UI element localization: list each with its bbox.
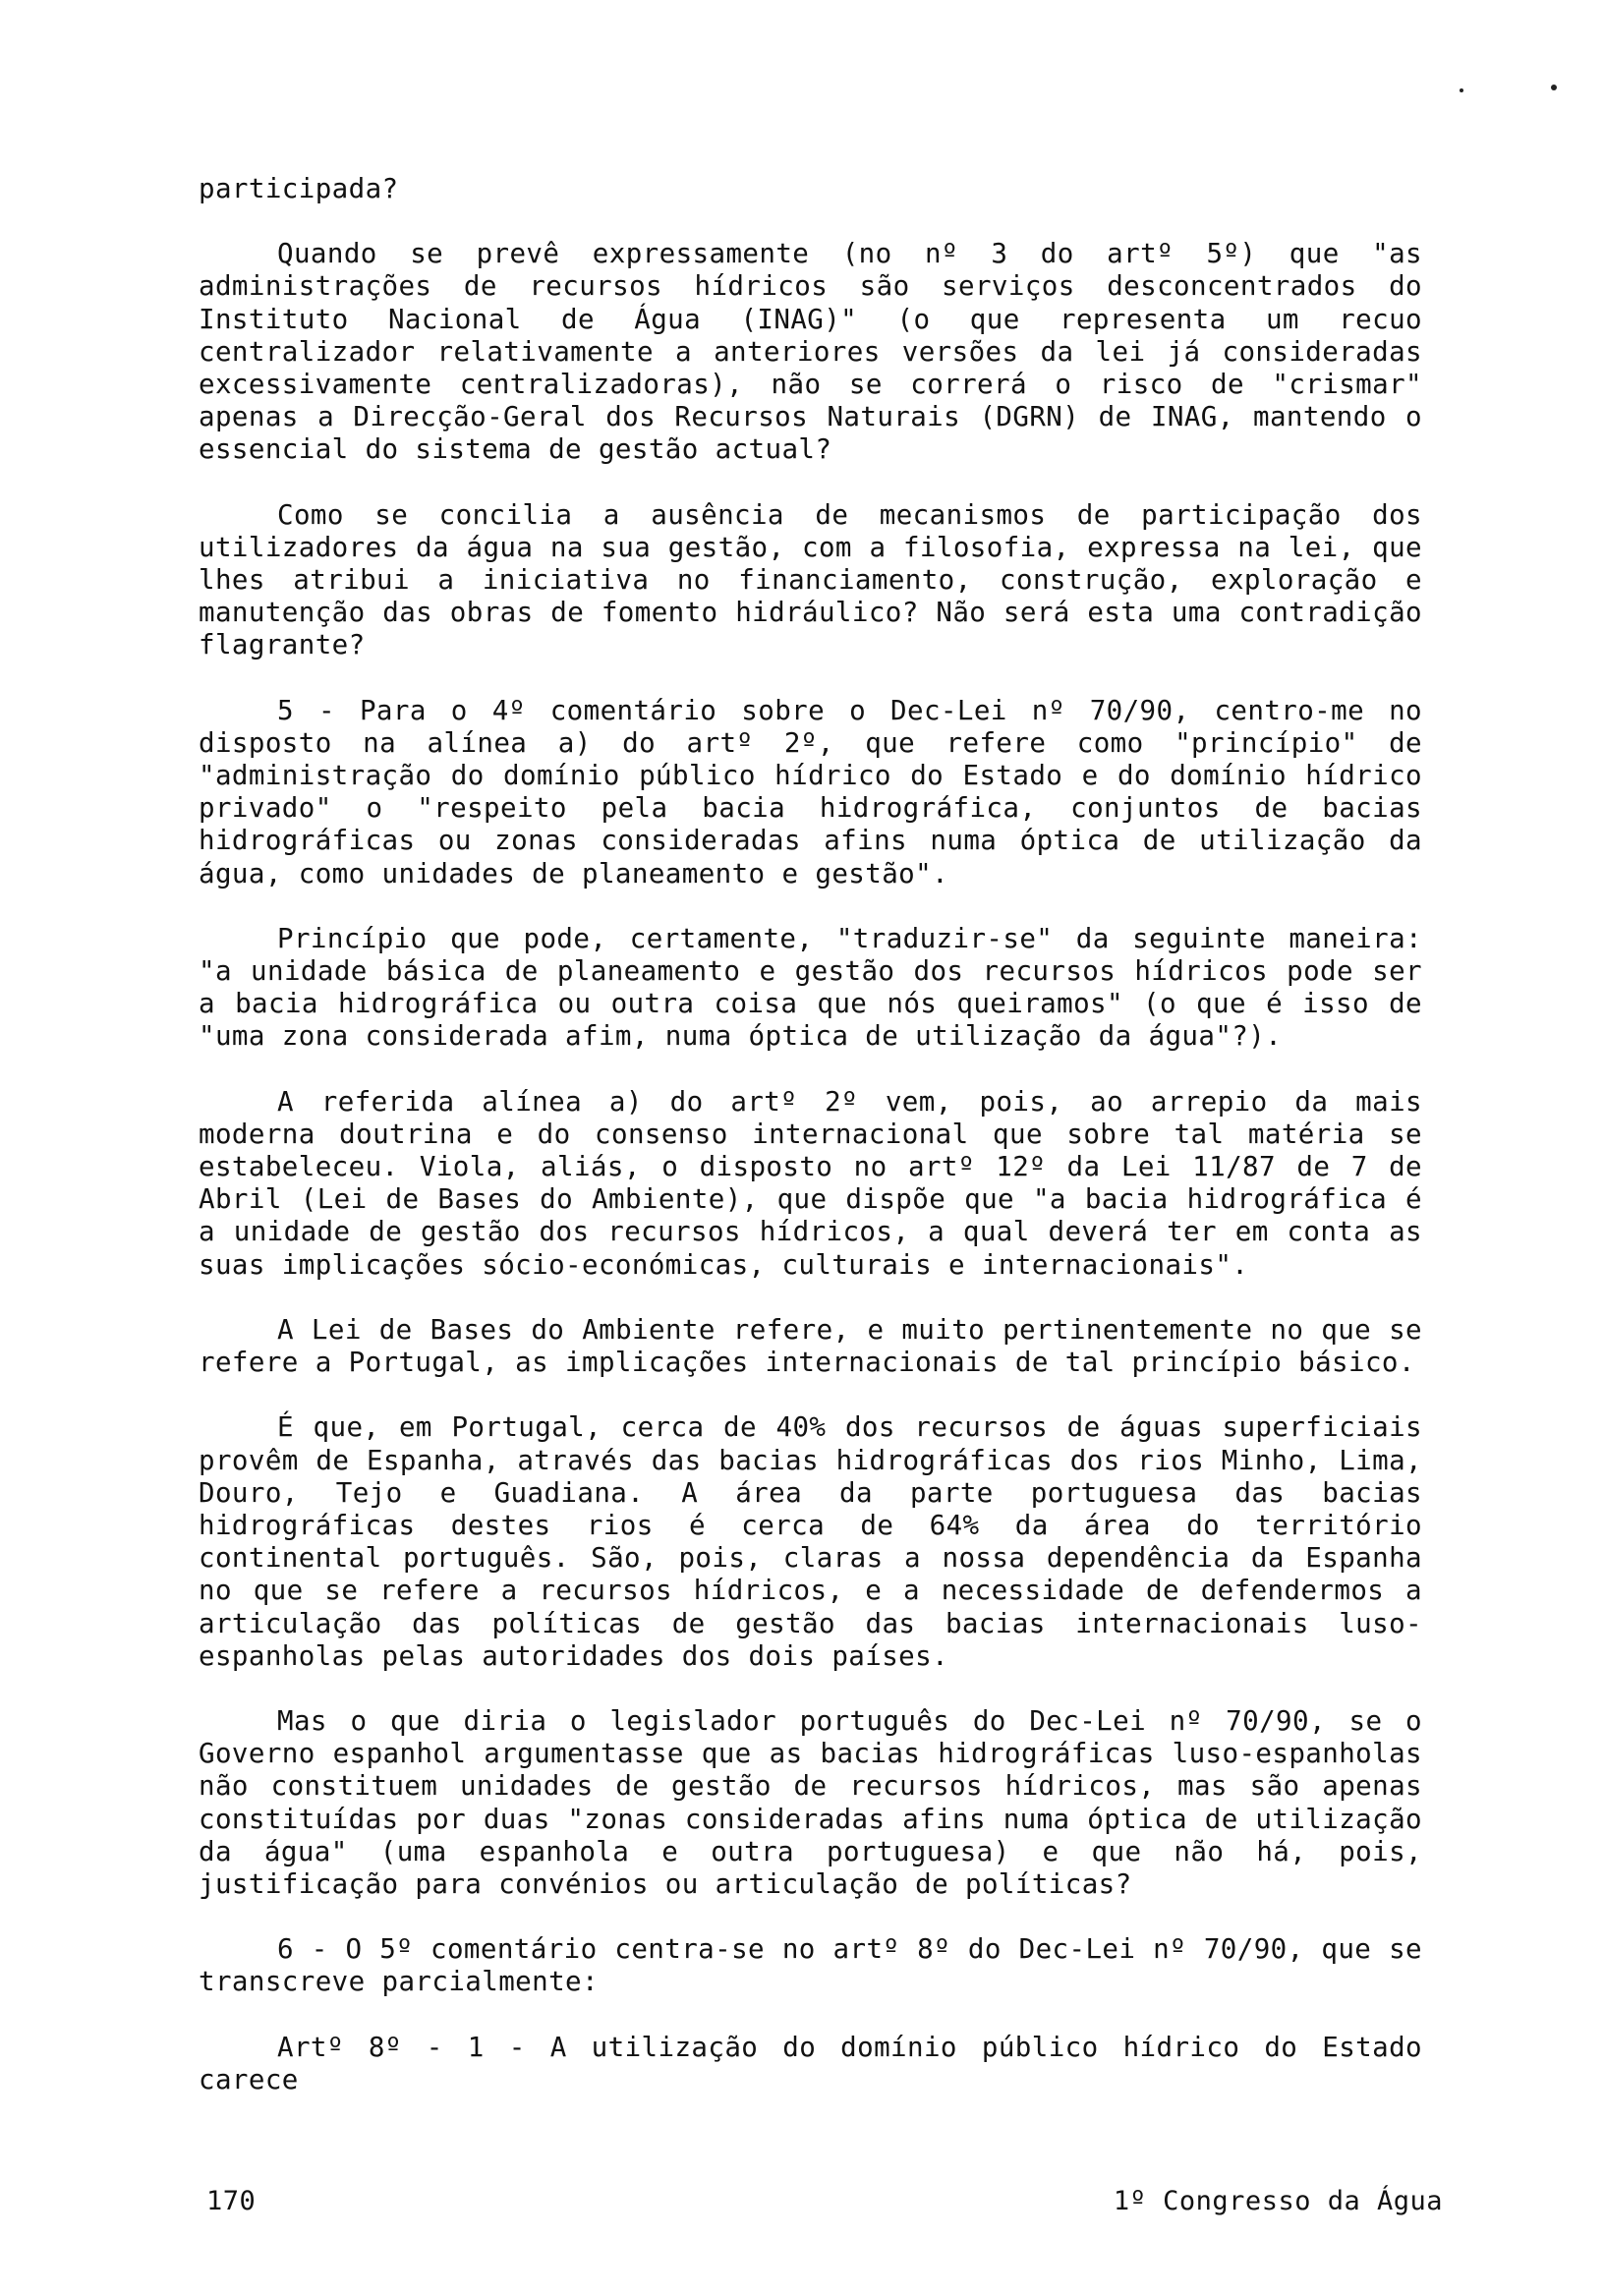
scan-speck xyxy=(1551,85,1557,90)
paragraph-1: Quando se prevê expressamente (no nº 3 do artº 5º) que "as administrações de recursos hídricos são serviços desconcentrados do Instituto Nacional de Água (INAG)" (o que representa um recuo centralizador relativamente a anteriores versões da lei já consideradas excessivamente centralizadoras), não se correrá o risco de "crismar" apenas a Direcção-Geral dos Recursos Naturais (DGRN) de INAG, mantendo o essencial do sistema de gestão actual? xyxy=(199,238,1422,466)
scan-speck xyxy=(1460,88,1463,92)
paragraph-5: A referida alínea a) do artº 2º vem, pois, ao arrepio da mais moderna doutrina e do consenso internacional que sobre tal matéria se estabeleceu. Viola, aliás, o disposto no artº 12º da Lei 11/87 de 7 de Abril (Lei de Bases do Ambiente), que dispõe que "a bacia hidrográfica é a unidade de gestão dos recursos hídricos, a qual deverá ter em conta as suas implicações sócio-económicas, culturais e internacionais". xyxy=(199,1085,1422,1281)
paragraph-0: participada? xyxy=(199,173,399,204)
document-body xyxy=(199,173,1422,2129)
paragraph-8: Mas o que diria o legislador português do Dec-Lei nº 70/90, se o Governo espanhol argumentasse que as bacias hidrográficas luso-espanholas não constituem unidades de gestão de recursos hídricos, mas são apenas constituídas por duas "zonas consideradas afins numa óptica de utilização da água" (uma espanhola e outra portuguesa) e que não há, pois, justificação para convénios ou articulação de políticas? xyxy=(199,1704,1422,1900)
paragraph-7: É que, em Portugal, cerca de 40% dos recursos de águas superficiais provêm de Espanha, através das bacias hidrográficas dos rios Minho, Lima, Douro, Tejo e Guadiana. A área da parte portuguesa das bacias hidrográficas destes rios é cerca de 64% da área do território continental português. São, pois, claras a nossa dependência da Espanha no que se refere a recursos hídricos, e a necessidade de defendermos a articulação das políticas de gestão das bacias internacionais luso-espanholas pelas autoridades dos dois países. xyxy=(199,1411,1422,1672)
paragraph-3: 5 - Para o 4º comentário sobre o Dec-Lei nº 70/90, centro-me no disposto na alínea a) do artº 2º, que refere como "princípio" de "administração do domínio público hídrico do Estado e do domínio hídrico privado" o "respeito pela bacia hidrográfica, conjuntos de bacias hidrográficas ou zonas consideradas afins numa óptica de utilização da água, como unidades de planeamento e gestão". xyxy=(199,694,1422,890)
publication-title: 1º Congresso da Água xyxy=(1113,2186,1443,2216)
paragraph-10: Artº 8º - 1 - A utilização do domínio público hídrico do Estado carece xyxy=(199,2031,1422,2095)
page-number: 170 xyxy=(206,2186,257,2216)
paragraph-4: Princípio que pode, certamente, "traduzir-se" da seguinte maneira: "a unidade básica de planeamento e gestão dos recursos hídricos pode ser a bacia hidrográfica ou outra coisa que nós queiramos" (o que é isso de "uma zona considerada afim, numa óptica de utilização da água"?). xyxy=(199,922,1422,1053)
paragraph-2: Como se concilia a ausência de mecanismos de participação dos utilizadores da água na sua gestão, com a filosofia, expressa na lei, que lhes atribui a iniciativa no financiamento, construção, exploração e manutenção das obras de fomento hidráulico? Não será esta uma contradição flagrante? xyxy=(199,498,1422,661)
paragraph-6: A Lei de Bases do Ambiente refere, e muito pertinentemente no que se refere a Portugal, as implicações internacionais de tal princípio básico. xyxy=(199,1313,1422,1379)
paragraph-9: 6 - O 5º comentário centra-se no artº 8º do Dec-Lei nº 70/90, que se transcreve parcialmente: xyxy=(199,1933,1422,1998)
